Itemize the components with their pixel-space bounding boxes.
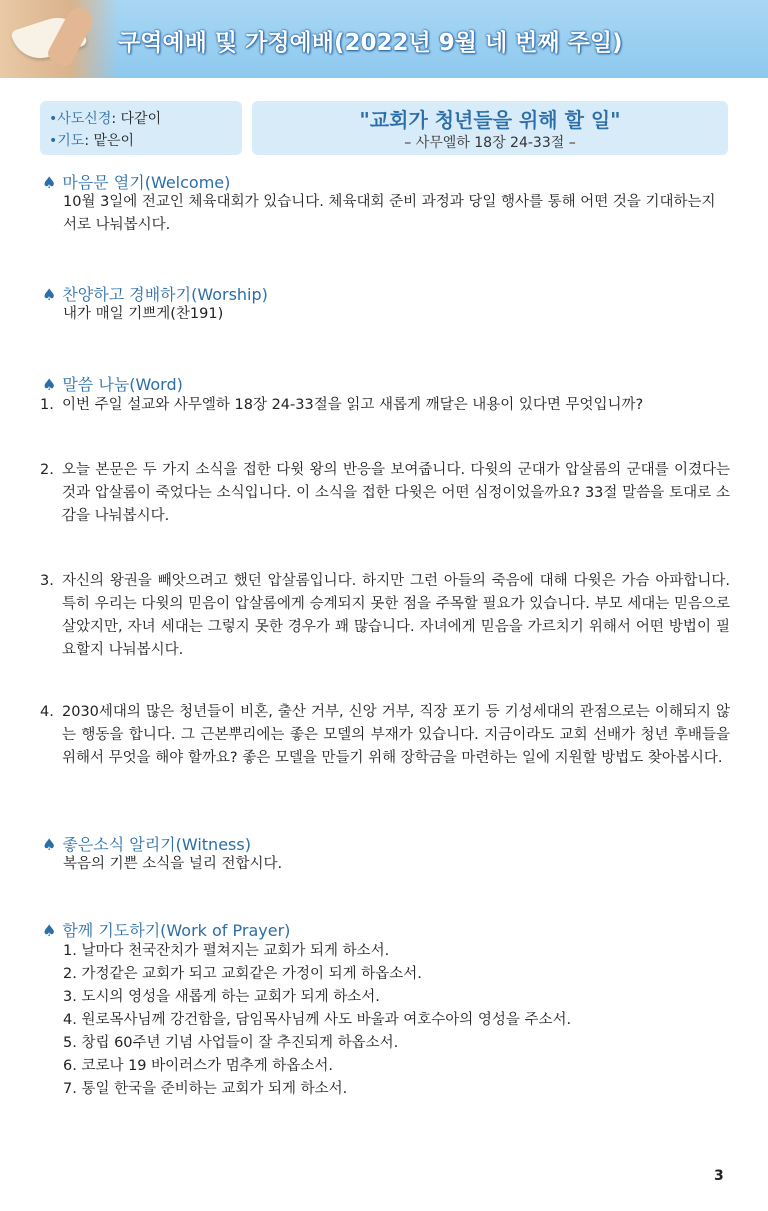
heading-text: 말씀 나눔(Word) — [62, 375, 183, 394]
question-item — [40, 701, 730, 770]
prayer-item: 4. 원로목사님께 강건함을, 담임목사님께 사도 바울과 여호수아의 영성을 주소서. — [63, 1012, 572, 1028]
section-heading-witness — [42, 832, 251, 855]
spade-icon: ♠ — [42, 375, 57, 394]
question-text: 2030세대의 많은 청년들이 비혼, 출산 거부, 신앙 거부, 직장 포기 등 기성세대의 관점으로는 이해되지 않는 행동을 합니다. 그 근본뿌리에는 좋은 모델의 부재가 있습니다. 지금이라도 교회 선배가 청년 후배들을 위해서 무엇을 해야 할까요? 좋은 모델을 만들기 위해 장학금을 마련하는 일에 지원할 방법도 찾아봅시다. — [62, 704, 730, 766]
prayer-item: 2. 가정같은 교회가 되고 교회같은 가정이 되게 하옵소서. — [63, 966, 422, 982]
sermon-reference: – 사무엘하 18장 24-33절 – — [404, 135, 576, 151]
creed-label: •사도신경 — [49, 111, 112, 127]
question-number: 1. — [40, 397, 54, 413]
section-heading-welcome — [42, 170, 230, 193]
page-number: 3 — [714, 1168, 724, 1184]
heading-text: 마음문 열기(Welcome) — [62, 173, 231, 192]
sermon-box — [252, 101, 728, 155]
worship-text: 내가 매일 기쁘게(찬191) — [63, 306, 224, 322]
header-banner — [0, 0, 768, 78]
prayer-item: 7. 통일 한국을 준비하는 교회가 되게 하소서. — [63, 1081, 348, 1097]
creed-row — [49, 108, 161, 128]
prayer-label: •기도 — [49, 133, 85, 149]
bible-prayer-photo — [0, 0, 118, 78]
banner-title: 구역예배 및 가정예배(2022년 9월 네 번째 주일) — [118, 30, 623, 56]
question-text: 이번 주일 설교와 사무엘하 18장 24-33절을 읽고 새롭게 깨달은 내용이 있다면 무엇입니까? — [62, 397, 644, 413]
order-box — [40, 101, 242, 155]
spade-icon: ♠ — [42, 173, 57, 192]
spade-icon: ♠ — [42, 835, 57, 854]
heading-text: 찬양하고 경배하기(Worship) — [62, 285, 268, 304]
question-item — [40, 394, 730, 417]
section-heading-word — [42, 372, 183, 395]
question-text: 자신의 왕권을 빼앗으려고 했던 압살롬입니다. 하지만 그런 아들의 죽음에 대해 다윗은 가슴 아파합니다. 특히 우리는 다윗의 믿음이 압살롬에게 승계되지 못한 점을 주목할 필요가 있습니다. 부모 세대는 믿음으로 살았지만, 자녀 세대는 그렇지 못한 경우가 꽤 많습니다. 자녀에게 믿음을 가르치기 위해서 어떤 방법이 필요할지 나눠봅시다. — [62, 573, 730, 658]
question-number: 3. — [40, 573, 54, 589]
spade-icon: ♠ — [42, 921, 57, 940]
question-text: 오늘 본문은 두 가지 소식을 접한 다윗 왕의 반응을 보여줍니다. 다윗의 군대가 압살롬의 군대를 이겼다는 것과 압살롬이 죽었다는 소식입니다. 이 소식을 접한 다윗은 어떤 심정이었을까요? 33절 말씀을 토대로 소감을 나눠봅시다. — [62, 462, 730, 524]
question-item — [40, 459, 730, 528]
prayer-list — [63, 940, 723, 1101]
prayer-item: 3. 도시의 영성을 새롭게 하는 교회가 되게 하소서. — [63, 989, 380, 1005]
prayer-row — [49, 130, 134, 150]
prayer-item: 5. 창립 60주년 기념 사업들이 잘 추진되게 하옵소서. — [63, 1035, 399, 1051]
creed-value: : 다같이 — [111, 111, 162, 127]
witness-text: 복음의 기쁜 소식을 널리 전합시다. — [63, 856, 283, 872]
welcome-text: 10월 3일에 전교인 체육대회가 있습니다. 체육대회 준비 과정과 당일 행사를 통해 어떤 것을 기대하는지 서로 나눠봅시다. — [63, 194, 716, 233]
spade-icon: ♠ — [42, 285, 57, 304]
section-heading-prayer — [42, 918, 290, 941]
heading-text: 좋은소식 알리기(Witness) — [62, 835, 251, 854]
prayer-item: 1. 날마다 천국잔치가 펼쳐지는 교회가 되게 하소서. — [63, 943, 390, 959]
heading-text: 함께 기도하기(Work of Prayer) — [62, 921, 291, 940]
section-heading-worship — [42, 282, 268, 305]
prayer-item: 6. 코로나 19 바이러스가 멈추게 하옵소서. — [63, 1058, 334, 1074]
prayer-value: : 맡은이 — [84, 133, 135, 149]
question-number: 2. — [40, 462, 54, 478]
question-number: 4. — [40, 704, 54, 720]
question-item — [40, 570, 730, 662]
sermon-title: "교회가 청년들을 위해 할 일" — [359, 108, 621, 132]
